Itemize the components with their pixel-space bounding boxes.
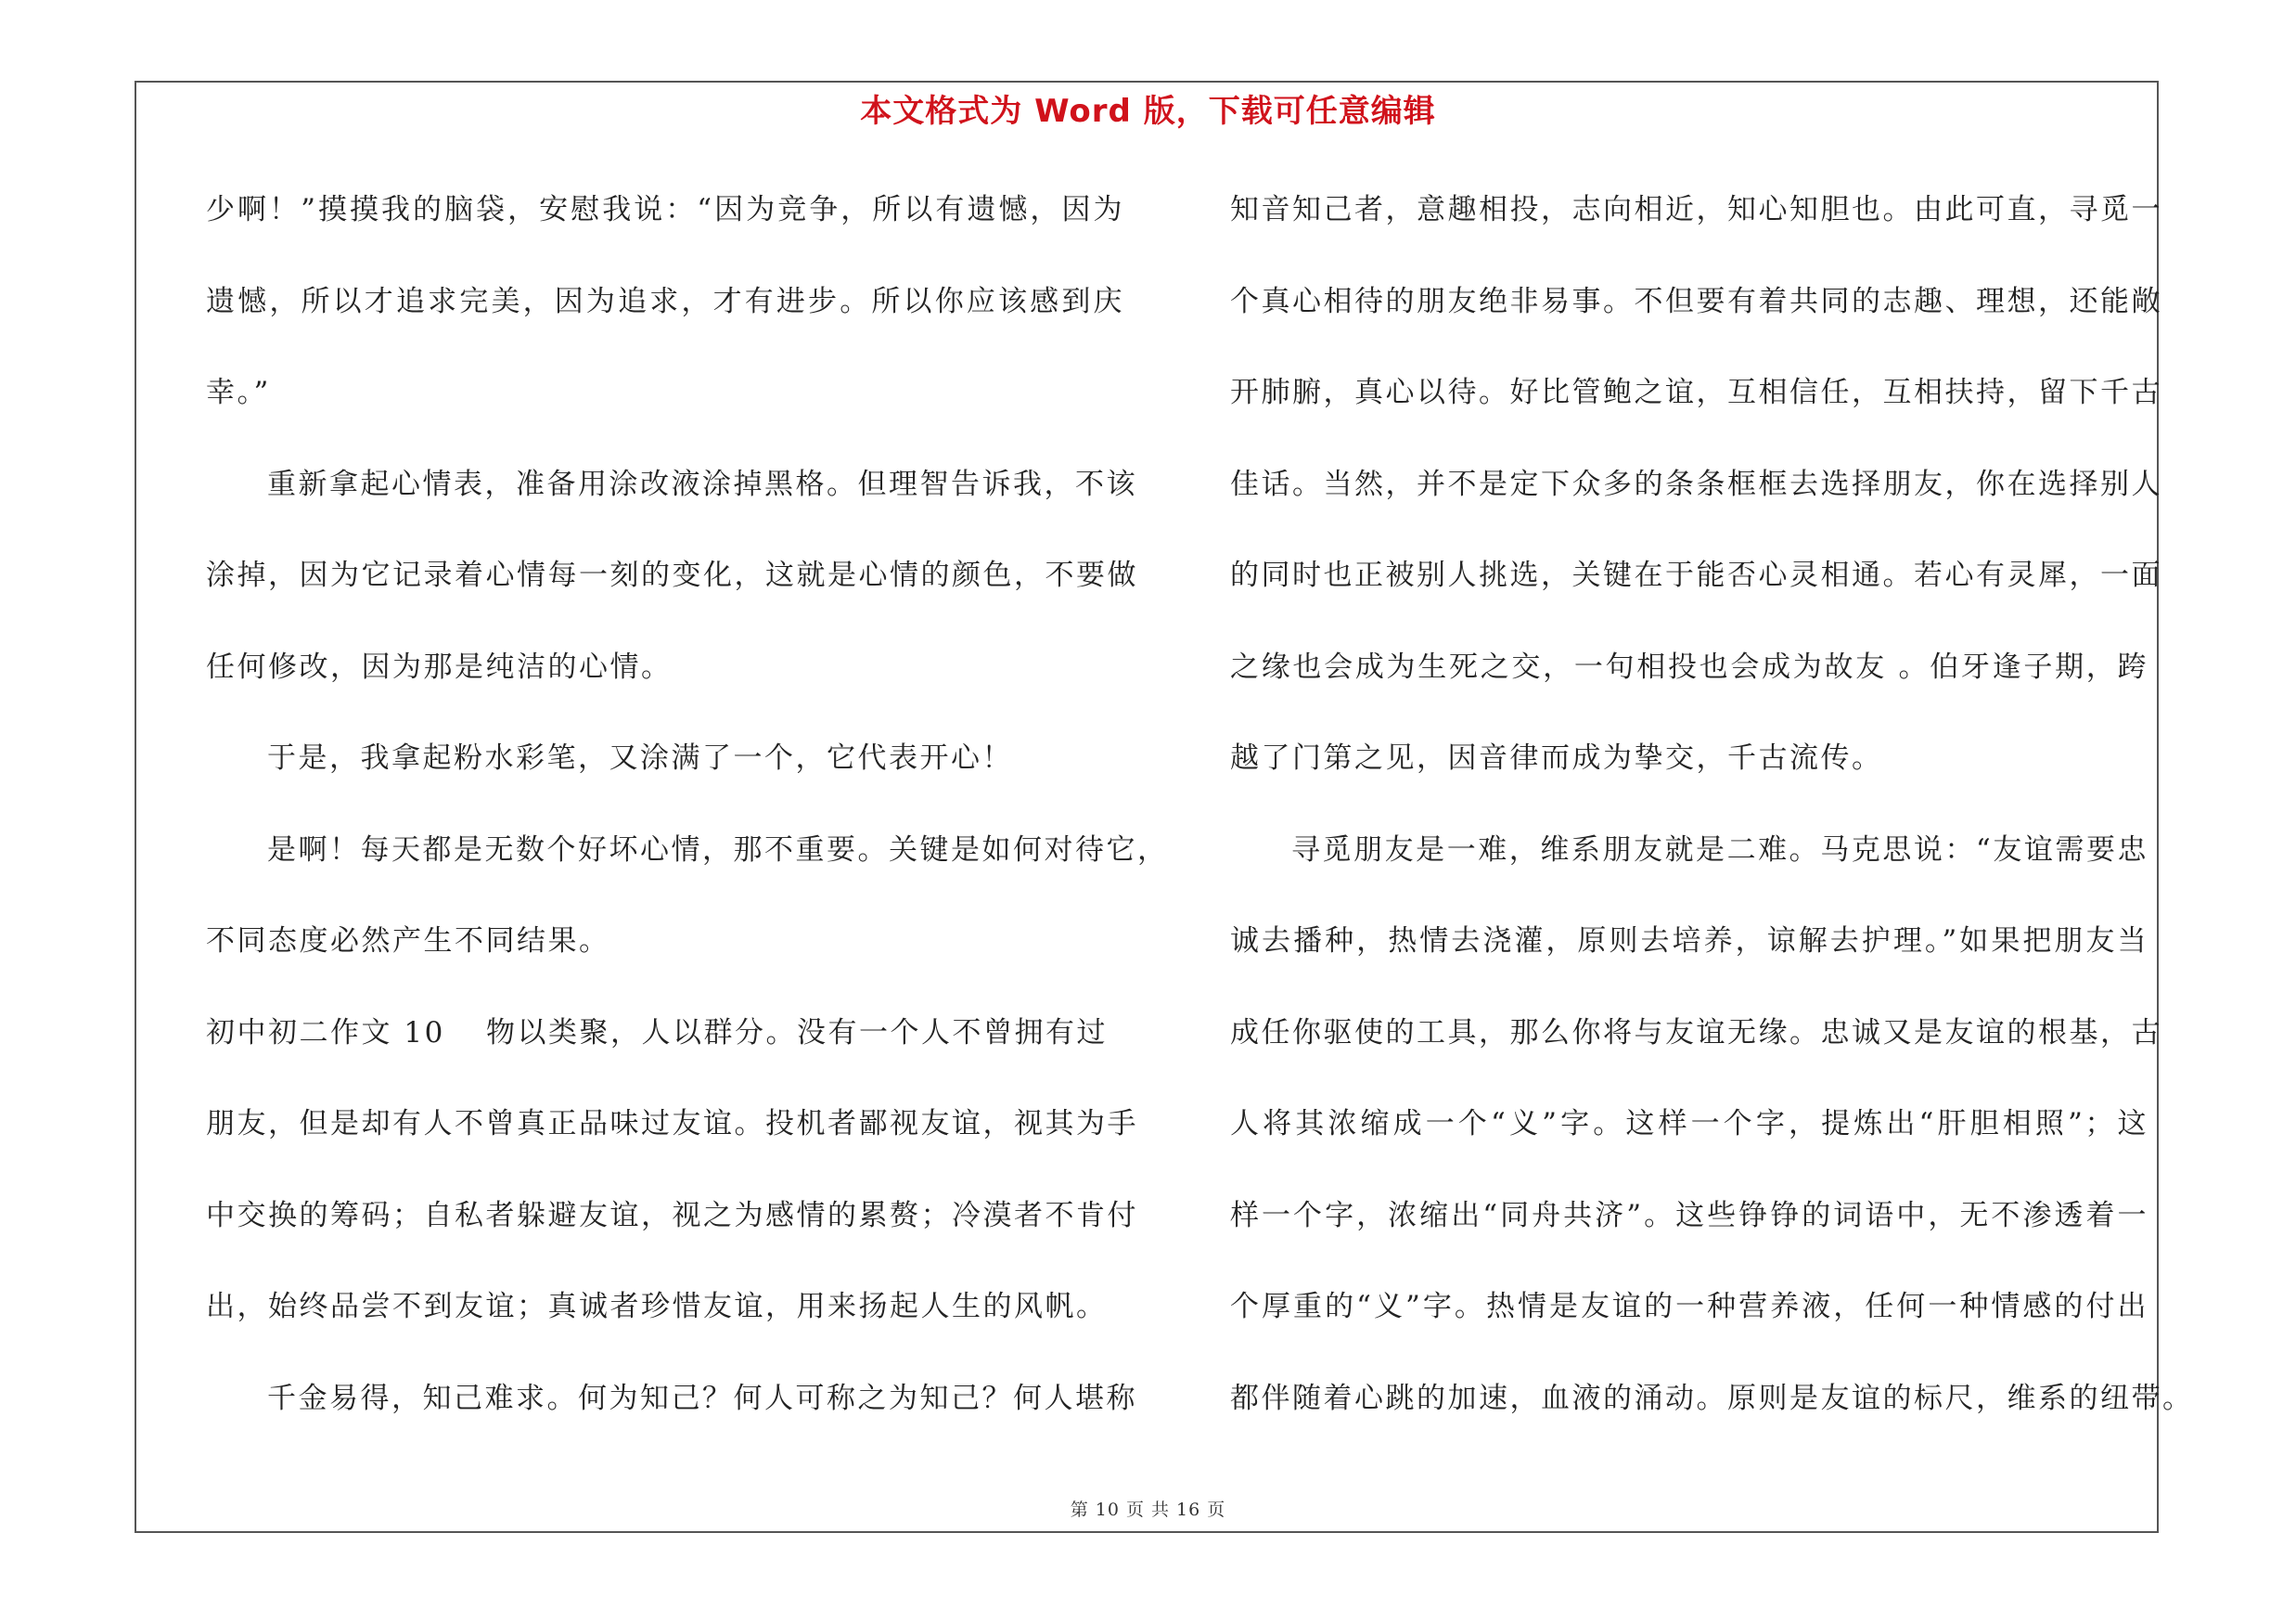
text-line: 于是，我拿起粉水彩笔，又涂满了一个，它代表开心！: [267, 741, 1013, 775]
text-line: 样一个字，浓缩出“同舟共济”。这些铮铮的词语中，无不渗透着一: [1230, 1198, 2148, 1232]
text-line: 遗憾，所以才追求完美，因为追求，才有进步。所以你应该感到庆: [206, 284, 1124, 318]
text-line: 少啊！”摸摸我的脑袋，安慰我说：“因为竞争，所以有遗憾，因为: [206, 193, 1124, 226]
text-line: 是啊！每天都是无数个好坏心情，那不重要。关键是如何对待它，: [267, 832, 1169, 867]
page-number-footer: 第 10 页 共 16 页: [1070, 1500, 1226, 1520]
text-line: 人将其浓缩成一个“义”字。这样一个字，提炼出“肝胆相照”；这: [1230, 1107, 2148, 1140]
format-banner: 本文格式为 Word 版，下载可任意编辑: [860, 93, 1436, 130]
text-line: 寻觅朋友是一难，维系朋友就是二难。马克思说：“友谊需要忠: [1291, 832, 2148, 867]
text-line: 涂掉，因为它记录着心情每一刻的变化，这就是心情的颜色，不要做: [206, 559, 1138, 592]
text-line: 越了门第之见，因音律而成为挚交，千古流传。: [1230, 741, 1883, 775]
text-line: 物以类聚，人以群分。没有一个人不曾拥有过: [486, 1015, 1108, 1050]
right-column: [1230, 181, 2194, 1461]
text-line: 之缘也会成为生死之交，一句相投也会成为故友 。伯牙逢子期，跨: [1230, 650, 2148, 684]
text-line: 诚去播种，热情去浇灌，原则去培养，谅解去护理。”如果把朋友当: [1230, 924, 2148, 958]
text-line: 中交换的筹码；自私者躲避友谊，视之为感情的累赘；冷漠者不肯付: [206, 1198, 1138, 1232]
text-line: 出，始终品尝不到友谊；真诚者珍惜友谊，用来扬起人生的风帆。: [206, 1290, 1108, 1323]
text-line: 成任你驱使的工具，那么你将与友谊无缘。忠诚又是友谊的根基，古: [1230, 1015, 2162, 1050]
text-line: 开肺腑，真心以待。好比管鲍之谊，互相信任，互相扶持，留下千古: [1230, 376, 2162, 409]
text-line: 的同时也正被别人挑选，关键在于能否心灵相通。若心有灵犀，一面: [1230, 559, 2162, 592]
text-line: 知音知己者，意趣相投，志向相近，知心知胆也。由此可直，寻觅一: [1230, 193, 2162, 226]
text-line: 朋友，但是却有人不曾真正品味过友谊。投机者鄙视友谊，视其为手: [206, 1107, 1138, 1140]
text-line: 个厚重的“义”字。热情是友谊的一种营养液，任何一种情感的付出: [1230, 1290, 2148, 1323]
text-line: 幸。”: [206, 376, 271, 409]
essay-heading: 初中初二作文 10: [206, 1015, 445, 1050]
text-line: 重新拿起心情表，准备用涂改液涂掉黑格。但理智告诉我，不该: [267, 467, 1137, 501]
text-line: 千金易得，知己难求。何为知己？何人可称之为知己？何人堪称: [267, 1381, 1137, 1415]
text-line: 佳话。当然，并不是定下众多的条条框框去选择朋友，你在选择别人: [1230, 467, 2162, 501]
left-column: [206, 181, 1169, 1461]
text-line: 都伴随着心跳的加速，血液的涌动。原则是友谊的标尺，维系的纽带。: [1230, 1381, 2194, 1415]
heading-line: [206, 1004, 1124, 1096]
text-line: 个真心相待的朋友绝非易事。不但要有着共同的志趣、理想，还能敞: [1230, 284, 2162, 318]
text-line: 不同态度必然产生不同结果。: [206, 924, 610, 958]
text-line: 任何修改，因为那是纯洁的心情。: [206, 650, 673, 684]
